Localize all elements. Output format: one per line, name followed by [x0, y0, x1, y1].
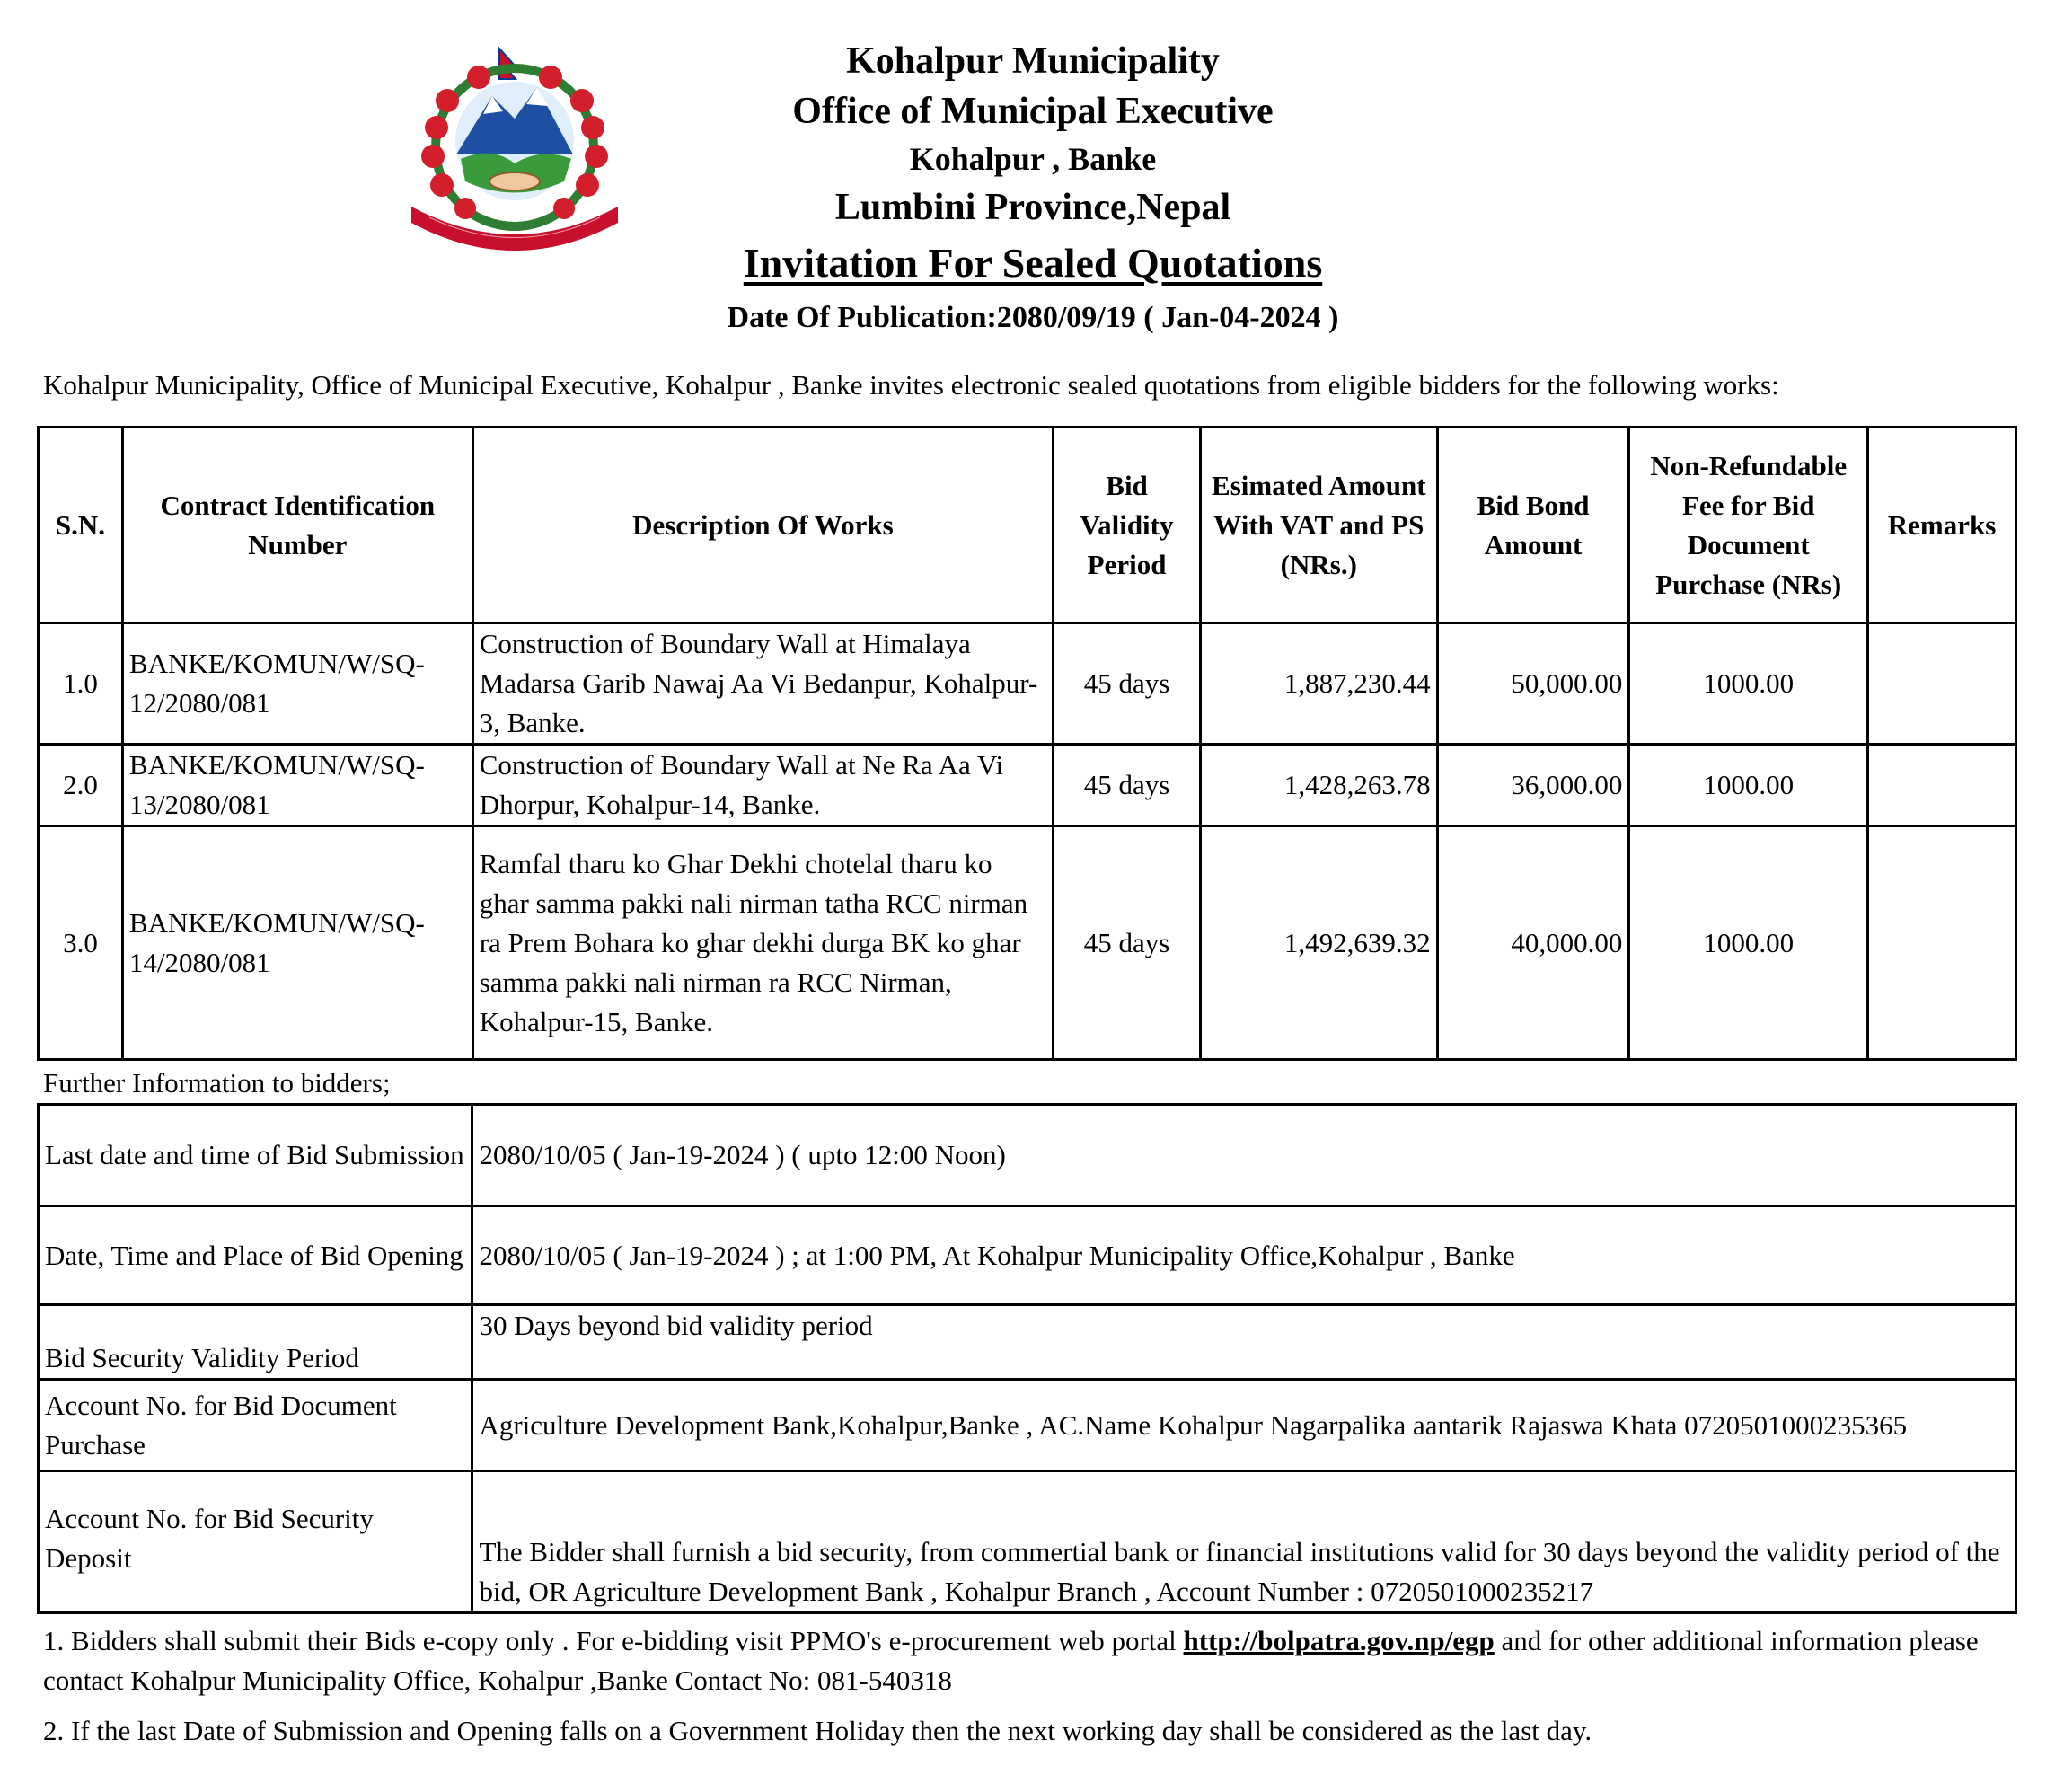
cell-remarks [1868, 745, 2016, 826]
cell-fee: 1000.00 [1629, 826, 1868, 1060]
cell-amount: 1,428,263.78 [1200, 745, 1437, 826]
cell-description: Construction of Boundary Wall at Ne Ra Aa Vi Dhorpur, Kohalpur-14, Banke. [472, 745, 1053, 826]
info-row [39, 1305, 2016, 1380]
info-value: 2080/10/05 ( Jan-19-2024 ) ( upto 12:00 Noon) [472, 1105, 2016, 1206]
info-value: Agriculture Development Bank,Kohalpur,Banke , AC.Name Kohalpur Nagarpalika aantarik Rajaswa Khata 0720501000235365 [472, 1380, 2016, 1471]
info-value: The Bidder shall furnish a bid security, from commertial bank or financial institutions valid for 30 days beyond the validity period of the bid, OR Agriculture Development Bank , Kohalpur Branch , Account Number : 0720501000235217 [472, 1471, 2016, 1613]
header-estimated-amount: Esimated Amount With VAT and PS (NRs.) [1200, 428, 1437, 623]
province-name: Lumbini Province,Nepal [834, 187, 1231, 228]
office-location: Kohalpur , Banke [909, 141, 1157, 177]
header-description: Description Of Works [472, 428, 1053, 623]
table-row [39, 623, 2016, 745]
note-1-contact: and for other additional information please contact Kohalpur Municipality Office, Kohalpur ,Banke Contact No: 081-540318 [43, 1625, 1979, 1696]
eprocurement-link[interactable]: http://bolpatra.gov.np/egp [1183, 1625, 1495, 1656]
header-contract-id: Contract Identification Number [122, 428, 472, 623]
info-row [39, 1471, 2016, 1613]
works-table [37, 426, 2017, 1061]
info-label: Last date and time of Bid Submission [39, 1105, 472, 1206]
info-value: 2080/10/05 ( Jan-19-2024 ) ; at 1:00 PM, At Kohalpur Municipality Office,Kohalpur , Banke [472, 1206, 2016, 1305]
intro-paragraph: Kohalpur Municipality, Office of Municipal Executive, Kohalpur , Banke invites electronic sealed quotations from eligible bidders for the following works: [43, 369, 1779, 401]
flag-icon [499, 49, 516, 79]
info-label: Bid Security Validity Period [39, 1305, 472, 1380]
note-1-text: 1. Bidders shall submit their Bids e-copy only . For e-bidding visit PPMO's e-procurement web portal [43, 1625, 1184, 1656]
cell-contract-id: BANKE/KOMUN/W/SQ-12/2080/081 [122, 623, 472, 745]
info-row [39, 1380, 2016, 1471]
publication-date: Date Of Publication:2080/09/19 ( Jan-04-2024 ) [727, 301, 1339, 334]
info-label: Date, Time and Place of Bid Opening [39, 1206, 472, 1305]
cell-sn: 1.0 [39, 623, 123, 745]
cell-description: Ramfal tharu ko Ghar Dekhi chotelal tharu ko ghar samma pakki nali nirman tatha RCC nirman ra Prem Bohara ko ghar dekhi durga BK ko ghar samma pakki nali nirman ra RCC Nirman, Kohalpur-15, Banke. [472, 826, 1053, 1060]
cell-validity: 45 days [1054, 745, 1201, 826]
info-label: Account No. for Bid Security Deposit [39, 1471, 472, 1613]
info-row [39, 1105, 2016, 1206]
cell-validity: 45 days [1054, 623, 1201, 745]
municipality-name: Kohalpur Municipality [846, 40, 1220, 82]
cell-contract-id: BANKE/KOMUN/W/SQ-13/2080/081 [122, 745, 472, 826]
note-1 [43, 1621, 2019, 1700]
notes-section [43, 1621, 2019, 1761]
info-value: 30 Days beyond bid validity period [472, 1305, 2016, 1380]
office-name: Office of Municipal Executive [792, 91, 1274, 132]
further-info-table [37, 1103, 2017, 1614]
handshake-icon [489, 172, 540, 190]
cell-sn: 2.0 [39, 745, 123, 826]
header-validity: Bid Validity Period [1054, 428, 1201, 623]
cell-bond: 36,000.00 [1437, 745, 1629, 826]
cell-fee: 1000.00 [1629, 623, 1868, 745]
table-row [39, 826, 2016, 1060]
cell-bond: 40,000.00 [1437, 826, 1629, 1060]
cell-bond: 50,000.00 [1437, 623, 1629, 745]
document-header [539, 36, 1527, 343]
cell-remarks [1868, 623, 2016, 745]
info-row [39, 1206, 2016, 1305]
header-sn: S.N. [39, 428, 123, 623]
cell-sn: 3.0 [39, 826, 123, 1060]
cell-contract-id: BANKE/KOMUN/W/SQ-14/2080/081 [122, 826, 472, 1060]
cell-fee: 1000.00 [1629, 745, 1868, 826]
table-row [39, 745, 2016, 826]
header-fee: Non-Refundable Fee for Bid Document Purchase (NRs) [1629, 428, 1868, 623]
cell-description: Construction of Boundary Wall at Himalaya Madarsa Garib Nawaj Aa Vi Bedanpur, Kohalpur-3, Banke. [472, 623, 1053, 745]
cell-amount: 1,887,230.44 [1200, 623, 1437, 745]
header-bid-bond: Bid Bond Amount [1437, 428, 1629, 623]
cell-validity: 45 days [1054, 826, 1201, 1060]
header-remarks: Remarks [1868, 428, 2016, 623]
info-label: Account No. for Bid Document Purchase [39, 1380, 472, 1471]
table-header-row [39, 428, 2016, 623]
document-title: Invitation For Sealed Quotations [743, 240, 1323, 286]
cell-amount: 1,492,639.32 [1200, 826, 1437, 1060]
note-2: 2. If the last Date of Submission and Opening falls on a Government Holiday then the next working day shall be considered as the last day. [43, 1715, 1592, 1746]
further-info-label: Further Information to bidders; [43, 1067, 391, 1099]
cell-remarks [1868, 826, 2016, 1060]
